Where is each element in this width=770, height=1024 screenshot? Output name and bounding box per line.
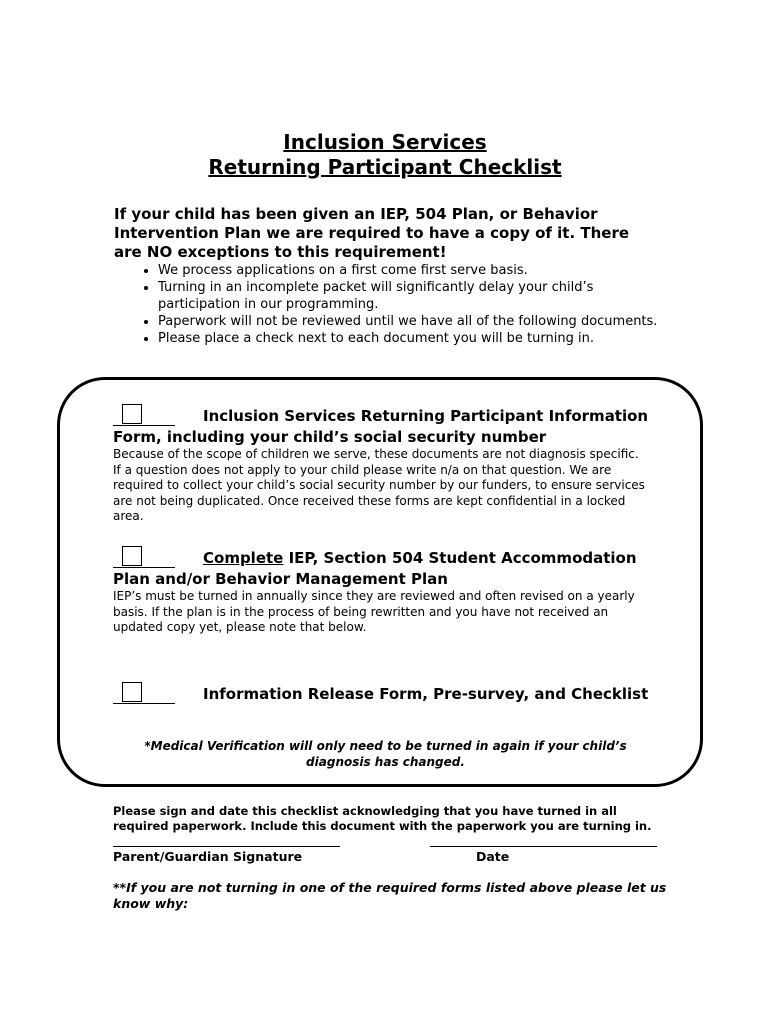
checklist-item-release: [113, 678, 673, 704]
signature-label: Parent/Guardian Signature: [113, 849, 303, 864]
item-title-continued: Form, including your child’s social security number: [113, 428, 547, 446]
item-title-rest: IEP, Section 504 Student Accommodation: [283, 549, 637, 567]
checklist-item-iep: [113, 542, 673, 636]
footer-note: **If you are not turning in one of the required forms listed above please let us know why:: [113, 880, 667, 911]
list-item: • We process applications on a first come first serve basis.: [158, 262, 678, 279]
intro-text: If your child has been given an IEP, 504 Plan, or Behavior Intervention Plan we are required to have a copy of it. There are NO exceptions to this requirement!: [114, 205, 630, 261]
list-item: • Please place a check next to each document you will be turning in.: [158, 330, 678, 347]
item-description: IEP’s must be turned in annually since they are reviewed and often revised on a yearly basis. If the plan is in the process of being rewritten and you have not received an updated copy yet, please note that below.: [113, 589, 635, 635]
date-label: Date: [476, 849, 510, 864]
checklist-item-info-form: [113, 400, 673, 525]
checkbox-iep[interactable]: [122, 546, 142, 566]
checkbox-info-form[interactable]: [122, 404, 142, 424]
item-title: [203, 549, 637, 568]
signature-line[interactable]: [113, 846, 340, 847]
medical-note: *Medical Verification will only need to be turned in again if your child’s diagnosis has changed.: [144, 739, 627, 769]
item-title: Information Release Form, Pre-survey, and Checklist: [203, 685, 649, 703]
check-line: [113, 425, 175, 426]
date-line[interactable]: [430, 846, 657, 847]
page-title: Inclusion Services: [283, 130, 487, 154]
item-title-emphasis: Complete: [203, 549, 284, 567]
check-line: [113, 567, 175, 568]
checkbox-release[interactable]: [122, 682, 142, 702]
list-item: • Turning in an incomplete packet will significantly delay your child’s participation in our programming.: [158, 279, 678, 313]
page-subtitle: Returning Participant Checklist: [208, 155, 562, 179]
item-title: Inclusion Services Returning Participant Information: [203, 407, 649, 425]
item-description: Because of the scope of children we serve, these documents are not diagnosis specific. If a question does not apply to your child please write n/a on that question. We are required to collect your child’s social security number by our funders, to ensure services are not being duplicated. Once received these forms are kept confidential in a locked area.: [113, 447, 645, 524]
instructions-list: [140, 262, 678, 347]
check-line: [113, 703, 175, 704]
sign-instructions: Please sign and date this checklist acknowledging that you have turned in all required paperwork. Include this document with the paperwork you are turning in.: [113, 804, 652, 833]
list-item: • Paperwork will not be reviewed until we have all of the following documents.: [158, 313, 678, 330]
item-title-continued: Plan and/or Behavior Management Plan: [113, 570, 448, 588]
